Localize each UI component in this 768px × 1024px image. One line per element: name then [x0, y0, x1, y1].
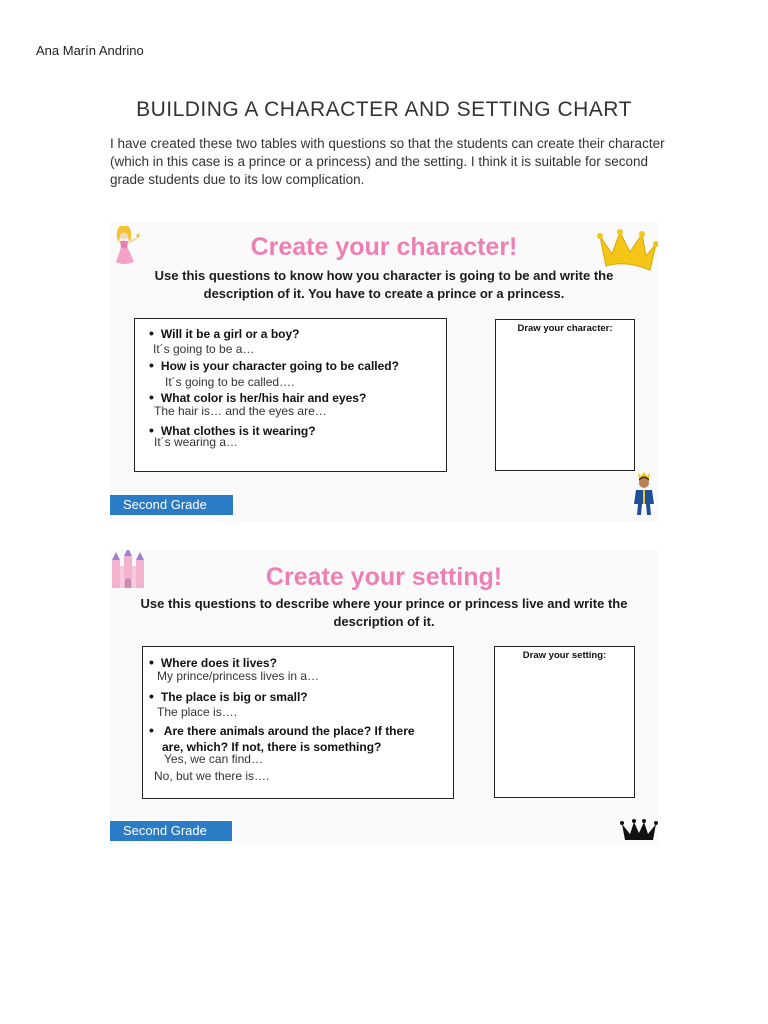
document-title: BUILDING A CHARACTER AND SETTING CHART [136, 98, 632, 121]
character-panel [110, 222, 658, 522]
character-instructions: Use this questions to know how you character is going to be and write the description of it. You have to create a prince or a princess. [154, 268, 614, 301]
setting-grade-label: Second Grade [110, 821, 232, 841]
setting-answer-2: The place is…. [157, 705, 238, 719]
character-question-4: • What clothes is it wearing? [149, 422, 316, 438]
setting-answer-1: My prince/princess lives in a… [157, 669, 320, 683]
character-answer-4: It´s wearing a… [154, 435, 239, 449]
character-question-2: • How is your character going to be called? [149, 357, 399, 373]
crown-black-icon [620, 818, 658, 842]
intro-paragraph [110, 135, 670, 189]
character-answer-3: The hair is… and the eyes are… [154, 404, 327, 418]
draw-setting-label: Draw your setting: [522, 650, 607, 661]
character-question-3: • What color is her/his hair and eyes? [149, 389, 366, 405]
draw-setting-box [494, 646, 635, 798]
draw-character-label: Draw your character: [517, 323, 613, 334]
setting-question-3-line-2: are, which? If not, there is something? [162, 740, 382, 754]
character-answer-1: It´s going to be a… [153, 342, 255, 356]
crown-gold-icon [596, 226, 658, 272]
setting-answer-3: Yes, we can find… [164, 752, 263, 766]
setting-panel [110, 550, 658, 845]
character-answer-2: It´s going to be called…. [165, 375, 295, 389]
prince-icon [630, 470, 658, 516]
character-question-1: • Will it be a girl or a boy? [149, 325, 299, 341]
character-grade-label: Second Grade [110, 495, 233, 515]
setting-questions-box [142, 646, 454, 799]
character-heading: Create your character! [250, 233, 518, 261]
setting-question-2: • The place is big or small? [149, 688, 308, 704]
setting-question-3 [149, 722, 415, 755]
setting-instructions: Use this questions to describe where your prince or princess live and write the description of it. [140, 596, 628, 629]
author-name: Ana Marín Andrino [36, 43, 144, 58]
intro-text: I have created these two tables with questions so that the students can create their character (which in this case is a prince or a princess) and the setting. I think it is suitable for second grade students due to its low complication. [110, 136, 665, 187]
draw-character-box [495, 319, 635, 471]
setting-answer-4: No, but we there is…. [154, 769, 270, 783]
character-questions-box [134, 318, 447, 472]
setting-question-3-line-1: Are there animals around the place? If there [163, 724, 415, 738]
setting-question-1: • Where does it lives? [149, 654, 277, 670]
setting-heading: Create your setting! [265, 563, 503, 591]
